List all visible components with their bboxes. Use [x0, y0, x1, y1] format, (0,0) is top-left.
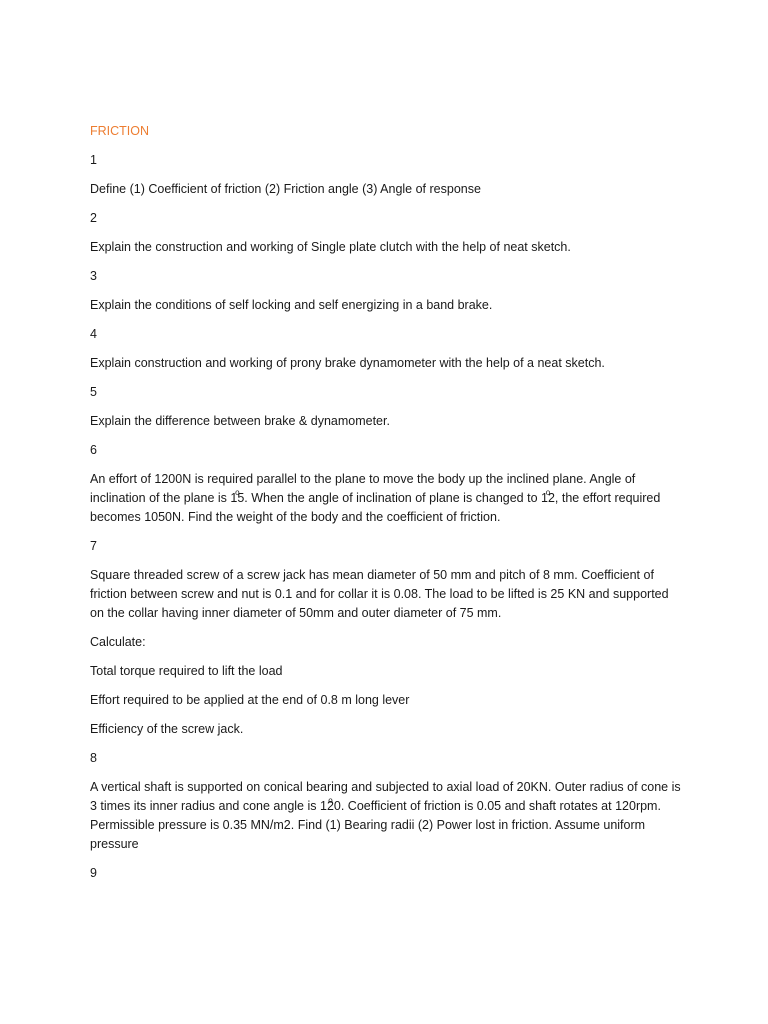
q6-angle-2: 12 o [541, 491, 555, 505]
question-text-6 [90, 470, 684, 527]
question-text-2: Explain the construction and working of Single plate clutch with the help of neat sketch. [90, 240, 571, 254]
question-text-7: Square threaded screw of a screw jack has mean diameter of 50 mm and pitch of 8 mm. Coefficient of friction between screw and nut is 0.1 and for collar it is 0.08. The load to be lifted is 25 KN and supported on the collar having inner diameter of 50mm and outer diameter of 75 mm. [90, 568, 669, 620]
question-number-7: 7 [90, 539, 97, 553]
question-text-3: Explain the conditions of self locking and self energizing in a band brake. [90, 298, 493, 312]
question-text-4: Explain construction and working of prony brake dynamometer with the help of a neat sketch. [90, 356, 605, 370]
q7-part-3: Efficiency of the screw jack. [90, 722, 244, 736]
question-number-1: 1 [90, 153, 97, 167]
q6-text-b: . When the angle of inclination of plane is changed to [244, 491, 542, 505]
q7-part-2: Effort required to be applied at the end of 0.8 m long lever [90, 693, 410, 707]
question-number-3: 3 [90, 269, 97, 283]
q6-text-c: , the effort required becomes 1050N. Find the weight of the body and the coefficient of friction. [90, 491, 661, 524]
question-number-4: 4 [90, 327, 97, 341]
q7-part-1: Total torque required to lift the load [90, 664, 283, 678]
question-text-5: Explain the difference between brake & dynamometer. [90, 414, 390, 428]
q8-angle: 120 o [320, 799, 341, 813]
question-text-1: Define (1) Coefficient of friction (2) Friction angle (3) Angle of response [90, 182, 481, 196]
q6-text-a: An effort of 1200N is required parallel to the plane to move the body up the inclined plane. Angle of inclination of the plane is [90, 472, 636, 505]
question-text-8 [90, 778, 684, 854]
q7-calculate-label: Calculate: [90, 635, 146, 649]
question-number-5: 5 [90, 385, 97, 399]
q8-text-b: . Coefficient of friction is 0.05 and shaft rotates at 120rpm. Permissible pressure is 0.35 MN/m2. Find (1) Bearing radii (2) Power lost in friction. Assume uniform pressure [90, 799, 661, 851]
question-number-9: 9 [90, 866, 97, 880]
question-number-8: 8 [90, 751, 97, 765]
question-number-2: 2 [90, 211, 97, 225]
q6-angle-1: 15 o [230, 491, 244, 505]
section-heading: FRICTION [90, 124, 150, 138]
q8-text-a: A vertical shaft is supported on conical bearing and subjected to axial load of 20KN. Outer radius of cone is 3 times its inner radius and cone angle is [90, 780, 681, 813]
question-number-6: 6 [90, 443, 97, 457]
